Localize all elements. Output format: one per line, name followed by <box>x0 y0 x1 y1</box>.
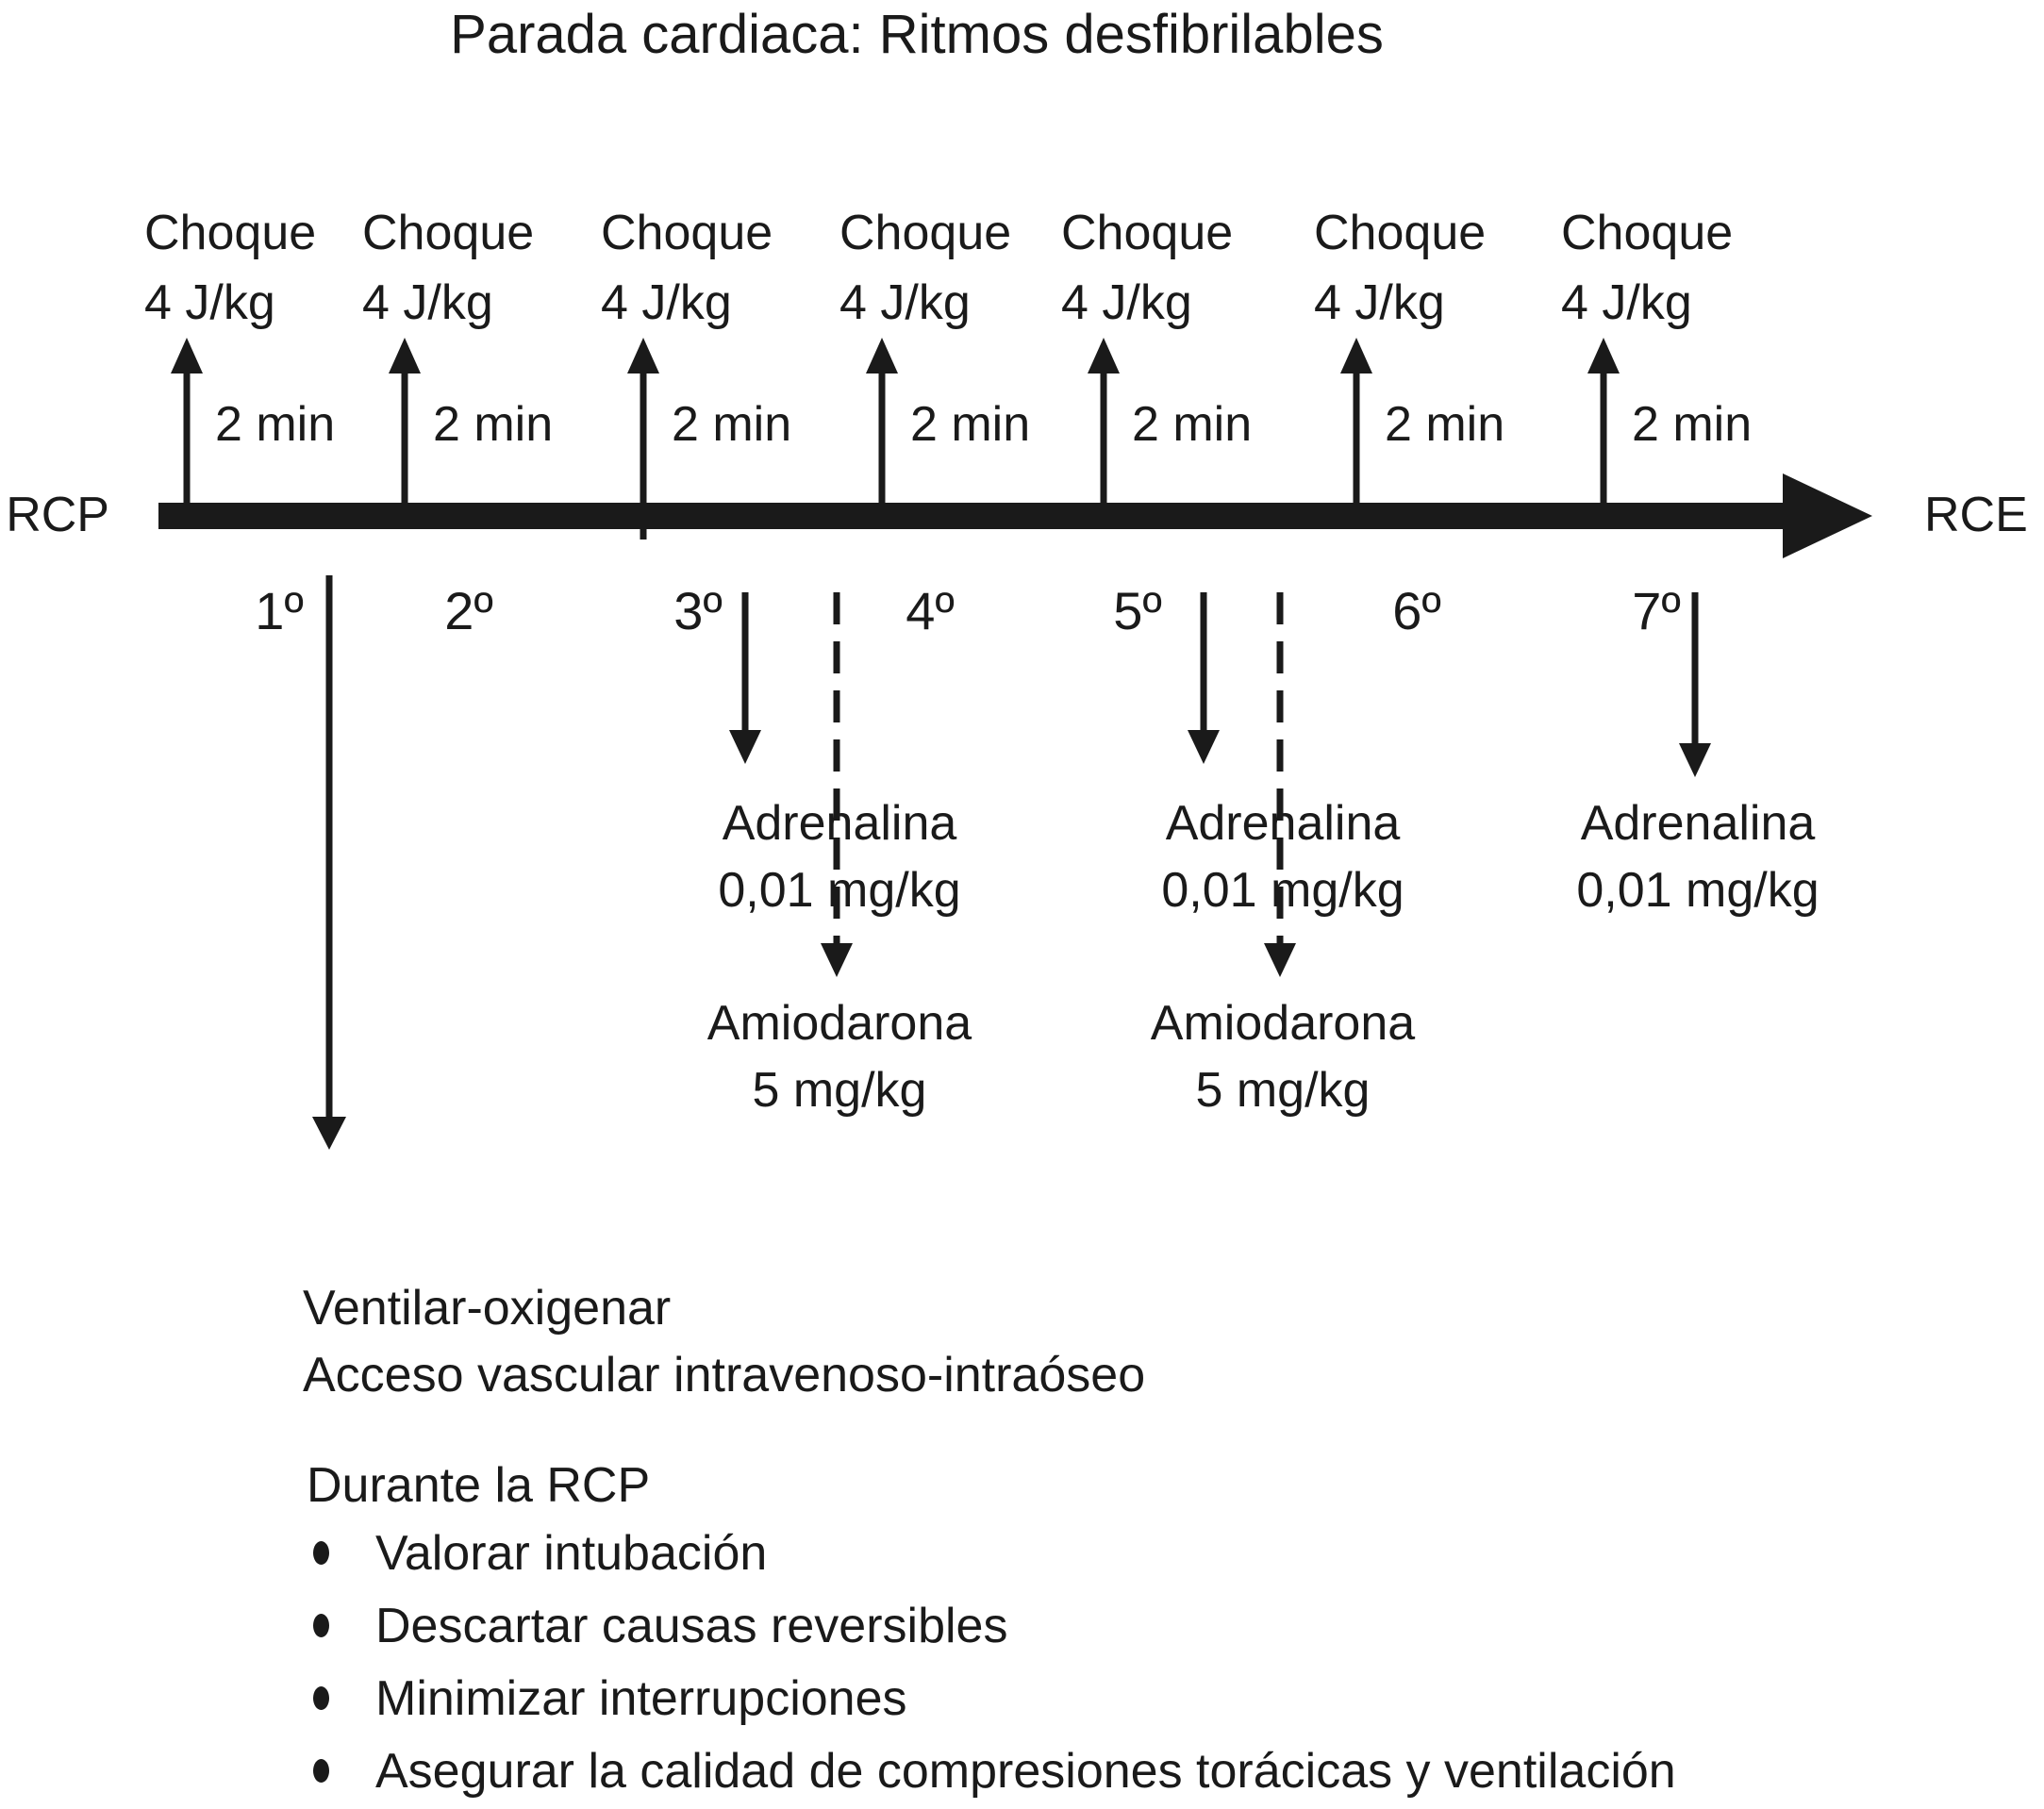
shock-dose: 4 J/kg <box>362 275 493 330</box>
drug-name: Amiodarona <box>706 996 972 1051</box>
cycle-ordinal-7: 7º <box>1632 581 1681 640</box>
shock-arrow-icon-5 <box>1088 338 1120 524</box>
interval-label-2: 2 min <box>433 397 554 452</box>
drug-dose: 0,01 mg/kg <box>1576 863 1820 918</box>
bullet-text: Asegurar la calidad de compresiones torácicas y ventilación <box>375 1744 1676 1799</box>
shock-dose: 4 J/kg <box>1061 275 1192 330</box>
bullet-item <box>313 1599 1676 1654</box>
initial-actions <box>303 1275 1145 1409</box>
bullet-text: Valorar intubación <box>375 1526 768 1581</box>
shock-name: Choque <box>144 206 317 260</box>
bullet-item <box>313 1744 1676 1800</box>
amiodarone-label-2 <box>1000 990 1566 1124</box>
bullet-dot-icon <box>313 1759 329 1783</box>
drug-name: Amiodarona <box>1150 996 1416 1051</box>
shock-dose: 4 J/kg <box>144 275 275 330</box>
interval-label-1: 2 min <box>215 397 336 452</box>
shock-arrow-icon-3 <box>627 338 659 539</box>
cycle-ordinal-5: 5º <box>1113 581 1162 640</box>
interval-label-4: 2 min <box>910 397 1031 452</box>
drug-name: Adrenalina <box>1165 796 1401 851</box>
bullet-item <box>313 1671 1676 1727</box>
shock-dose: 4 J/kg <box>601 275 732 330</box>
drug-dose: 0,01 mg/kg <box>718 863 961 918</box>
shock-arrow-icon-2 <box>389 338 421 524</box>
shock-label-6 <box>1314 198 1486 338</box>
shock-name: Choque <box>1561 206 1734 260</box>
shock-name: Choque <box>601 206 773 260</box>
shock-label-4 <box>839 198 1011 338</box>
shock-dose: 4 J/kg <box>1314 275 1445 330</box>
drug-name: Adrenalina <box>722 796 957 851</box>
initial-action-line1: Ventilar-oxigenar <box>303 1281 672 1336</box>
drug-dose: 0,01 mg/kg <box>1161 863 1404 918</box>
shock-name: Choque <box>1314 206 1487 260</box>
drug-dose: 5 mg/kg <box>752 1063 927 1118</box>
initial-action-line2: Acceso vascular intravenoso-intraóseo <box>303 1348 1146 1402</box>
bullet-item <box>313 1526 1676 1582</box>
drug-name: Adrenalina <box>1580 796 1816 851</box>
cpr-long-arrow-icon <box>312 575 346 1150</box>
shock-name: Choque <box>839 206 1012 260</box>
page-title: Parada cardiaca: Ritmos desfibrilables <box>450 4 1384 65</box>
timeline-arrow <box>158 473 1872 558</box>
shock-label-1 <box>144 198 316 338</box>
shock-label-7 <box>1561 198 1733 338</box>
shock-arrow-icon-7 <box>1587 338 1620 524</box>
adrenaline-label-3 <box>1415 790 1981 924</box>
bullet-text: Descartar causas reversibles <box>375 1599 1008 1653</box>
shock-name: Choque <box>362 206 535 260</box>
bullet-dot-icon <box>313 1541 329 1565</box>
shock-label-3 <box>601 198 773 338</box>
shock-arrow-icon-1 <box>171 338 203 524</box>
cycle-ordinal-1: 1º <box>255 581 304 640</box>
cycle-ordinal-3: 3º <box>673 581 723 640</box>
interval-label-5: 2 min <box>1132 397 1253 452</box>
shock-label-5 <box>1061 198 1233 338</box>
interval-label-7: 2 min <box>1632 397 1753 452</box>
during-cpr-list <box>313 1526 1676 1809</box>
shock-name: Choque <box>1061 206 1234 260</box>
cycle-ordinal-4: 4º <box>906 581 955 640</box>
bullet-dot-icon <box>313 1686 329 1710</box>
bullet-text: Minimizar interrupciones <box>375 1671 907 1726</box>
timeline-start-label: RCP <box>6 488 109 542</box>
timeline-end-label: RCE <box>1924 488 2028 542</box>
shock-dose: 4 J/kg <box>839 275 971 330</box>
shock-label-2 <box>362 198 534 338</box>
interval-label-6: 2 min <box>1385 397 1505 452</box>
shock-dose: 4 J/kg <box>1561 275 1692 330</box>
shock-arrow-icon-6 <box>1340 338 1372 524</box>
cycle-ordinal-2: 2º <box>444 581 493 640</box>
shock-arrow-icon-4 <box>866 338 898 524</box>
interval-label-3: 2 min <box>672 397 792 452</box>
during-cpr-heading: Durante la RCP <box>307 1458 651 1513</box>
bullet-dot-icon <box>313 1614 329 1637</box>
drug-dose: 5 mg/kg <box>1195 1063 1371 1118</box>
cycle-ordinal-6: 6º <box>1392 581 1441 640</box>
